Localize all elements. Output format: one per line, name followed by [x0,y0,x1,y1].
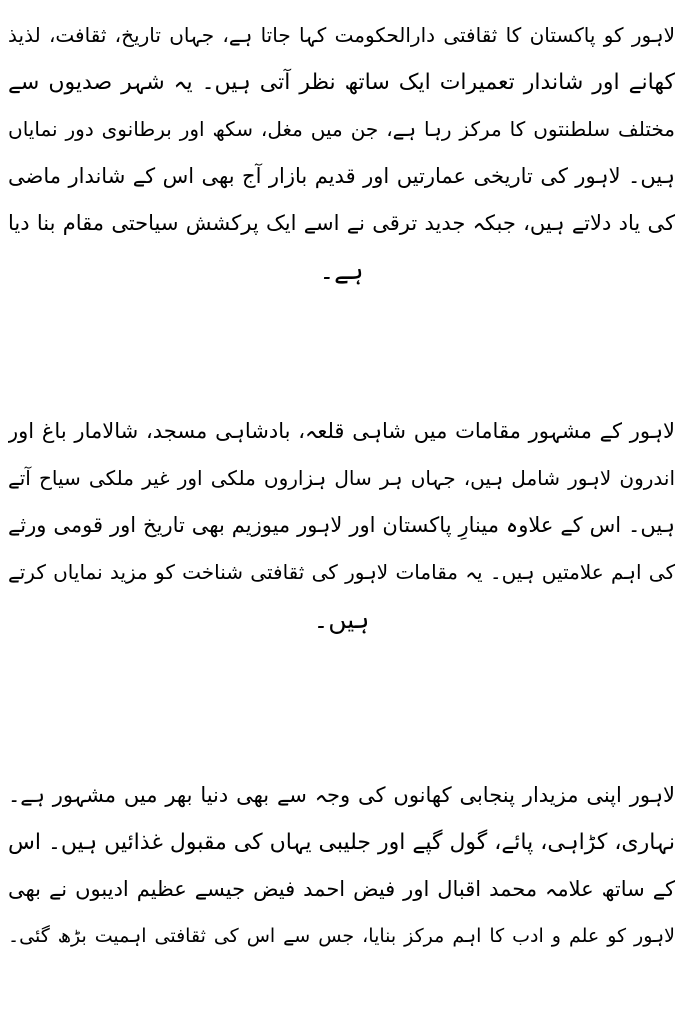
text-line: ہیں۔ [313,605,370,634]
paragraph-lahore-history [8,12,675,294]
paragraph-lahore-landmarks [8,408,675,643]
text-line: لاہور کو پاکستان کا ثقافتی دارالحکومت کہا جاتا ہے، جہاں تاریخ، ثقافت، لذیذ [8,23,675,47]
text-line: کی یاد دلاتے ہیں، جبکہ جدید ترقی نے اسے ایک پرکشش سیاحتی مقام بنا دیا [8,211,675,235]
text-line: کی اہم علامتیں ہیں۔ یہ مقامات لاہور کی ثقافتی شناخت کو مزید نمایاں کرتے [8,560,675,584]
text-line: کھانے اور شاندار تعمیرات ایک ساتھ نظر آتی ہیں۔ یہ شہر صدیوں سے [8,70,675,95]
text-line: نہاری، کڑاہی، پائے، گول گپے اور جلیبی یہاں کی مقبول غذائیں ہیں۔ اس [8,830,675,855]
text-line: ہے۔ [319,256,364,285]
text-line: ہیں۔ لاہور کی تاریخی عمارتیں اور قدیم بازار آج بھی اس کے شاندار ماضی [8,164,675,188]
text-line: لاہور اپنی مزیدار پنجابی کھانوں کی وجہ سے بھی دنیا بھر میں مشہور ہے۔ [8,783,675,807]
text-line: اندرون لاہور شامل ہیں، جہاں ہر سال ہزاروں ملکی اور غیر ملکی سیاح آتے [8,466,675,490]
text-line: کے ساتھ علامہ محمد اقبال اور فیض احمد فیض جیسے عظیم ادیبوں نے بھی [8,877,675,901]
text-line: لاہور کے مشہور مقامات میں شاہی قلعہ، بادشاہی مسجد، شالامار باغ اور [8,419,675,443]
paragraph-lahore-food-literature [8,772,675,960]
text-line: ہیں۔ اس کے علاوہ مینارِ پاکستان اور لاہور میوزیم بھی تاریخ اور قومی ورثے [8,513,675,537]
text-line: مختلف سلطنتوں کا مرکز رہا ہے، جن میں مغل، سکھ اور برطانوی دور نمایاں [8,117,675,141]
text-line: لاہور کو علم و ادب کا اہم مرکز بنایا، جس سے اس کی ثقافتی اہمیت بڑھ گئی۔ [8,925,675,947]
